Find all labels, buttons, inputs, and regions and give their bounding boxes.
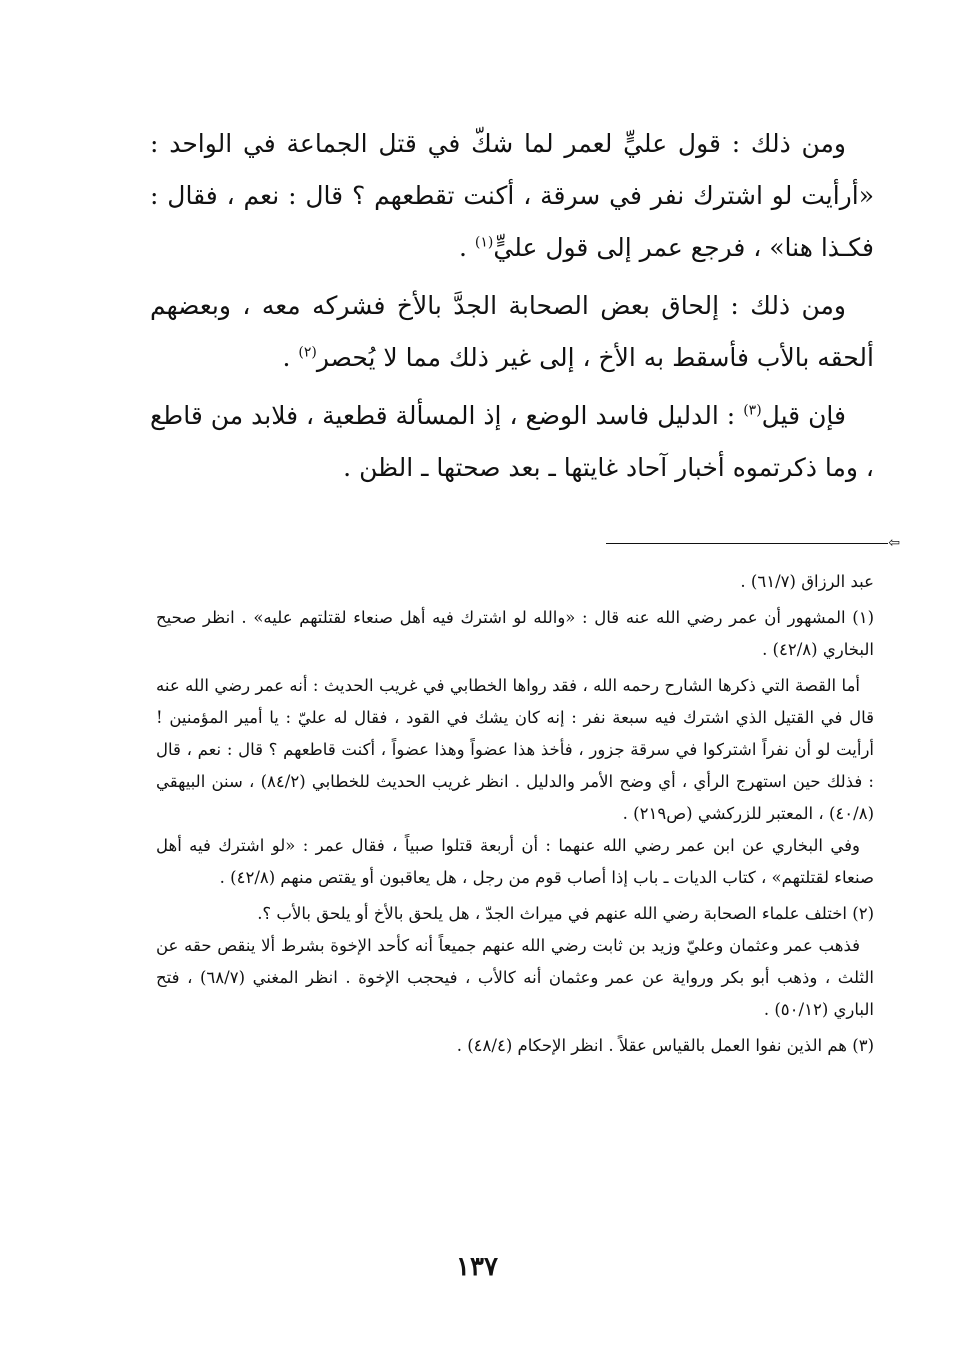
footnote-1-story: أما القصة التي ذكرها الشارح رحمه الله ، فقد رواها الخطابي في غريب الحديث : أنه عمر رضي الله عنه قال في القتيل الذي اشترك فيه سبعة نفر : إنه كان يشك في القود ، فقال له عليّ : يا أمير المؤمنين ! أرأيت لو أن نفراً اشتركوا في سرقة جزور ، فأخذ هذا عضواً وهذا عضواً ، أكنت قاطعهم ؟ قال : نعم ، قال : فذلك حين استهرج الرأي ، أي وضح الأمر والدليل . انظر غريب الحديث للخطابي (٨٤/٢) ، سنن البيهقي (٤٠/٨) ، المعتبر للزركشي (ص٢١٩) .	[156, 676, 874, 823]
footnote-ref-1[interactable]: (١)	[474, 234, 494, 251]
footnote-3: (٣) هم الذين نفوا العمل بالقياس عقلاً . انظر الإحكام (٤٨/٤) .	[456, 1036, 874, 1055]
main-text	[150, 118, 874, 494]
footnote-separator	[606, 536, 900, 550]
paragraph-3-lead: فإن قيل	[761, 401, 846, 430]
footnote-continuation: عبد الرزاق (٦١/٧) .	[740, 572, 874, 591]
paragraph-1-end: .	[459, 233, 475, 262]
footnote-1-bukhari: وفي البخاري عن ابن عمر رضي الله عنهما : أن أربعة قتلوا صبياً ، فقال عمر : «لو اشترك فيه أهل صنعاء لقتلتهم» ، كتاب الديات ـ باب إذا أصاب قوم من رجل ، هل يعاقبون أو يقتص منهم (٤٢/٨) .	[156, 836, 874, 887]
paragraph-2	[150, 280, 874, 384]
footnote-2: (٢) اختلف علماء الصحابة رضي الله عنهم في ميراث الجدّ ، هل يلحق بالأخ أو يلحق بالأب ؟.	[257, 904, 874, 923]
page-number: ١٣٧	[456, 1252, 498, 1282]
paragraph-3	[150, 390, 874, 494]
footnote-ref-3[interactable]: (٣)	[743, 402, 762, 419]
footnote-1: (١) المشهور أن عمر رضي الله عنه قال : «والله لو اشترك فيه أهل صنعاء لقتلتهم عليه» . انظر صحيح البخاري (٤٢/٨) .	[156, 608, 874, 659]
paragraph-1-text: ومن ذلك : قول عليٍّ لعمر لما شكّ في قتل الجماعة في الواحد : «أرأيت لو اشترك نفر في سرقة ، أكنت تقطعهم ؟ قال : نعم ، فقال : فكـذا هنا» ، فرجع عمر إلى قول عليٍّ	[150, 129, 874, 262]
paragraph-1	[150, 118, 874, 274]
footnotes	[156, 566, 874, 1062]
footnote-ref-2[interactable]: (٢)	[298, 344, 317, 361]
separator-rule	[606, 543, 888, 544]
paragraph-2-end: .	[282, 343, 299, 372]
continuation-arrow-icon: ⇦	[888, 535, 900, 551]
footnote-2-details: فذهب عمر وعثمان وعليّ وزيد بن ثابت رضي الله عنهم جميعاً أنه كأحد الإخوة بشرط ألا ينقص حقه عن الثلث ، وذهب أبو بكر ورواية عن عمر وعثمان أنه كالأب ، فيحجب الإخوة . انظر المغني (٦٨/٧) ، فتح الباري (٥٠/١٢) .	[156, 936, 875, 1019]
paragraph-2-text: ومن ذلك : إلحاق بعض الصحابة الجدَّ بالأخ فشركه معه ، وبعضهم ألحقه بالأب فأسقط به الأخ ، إلى غير ذلك مما لا يُحصر	[150, 291, 874, 372]
paragraph-3-text: : الدليل فاسد الوضع ، إذ المسألة قطعية ، فلابد من قاطع ، وما ذكرتموه أخبار آحاد غايتها ـ بعد صحتها ـ الظن .	[150, 401, 874, 482]
